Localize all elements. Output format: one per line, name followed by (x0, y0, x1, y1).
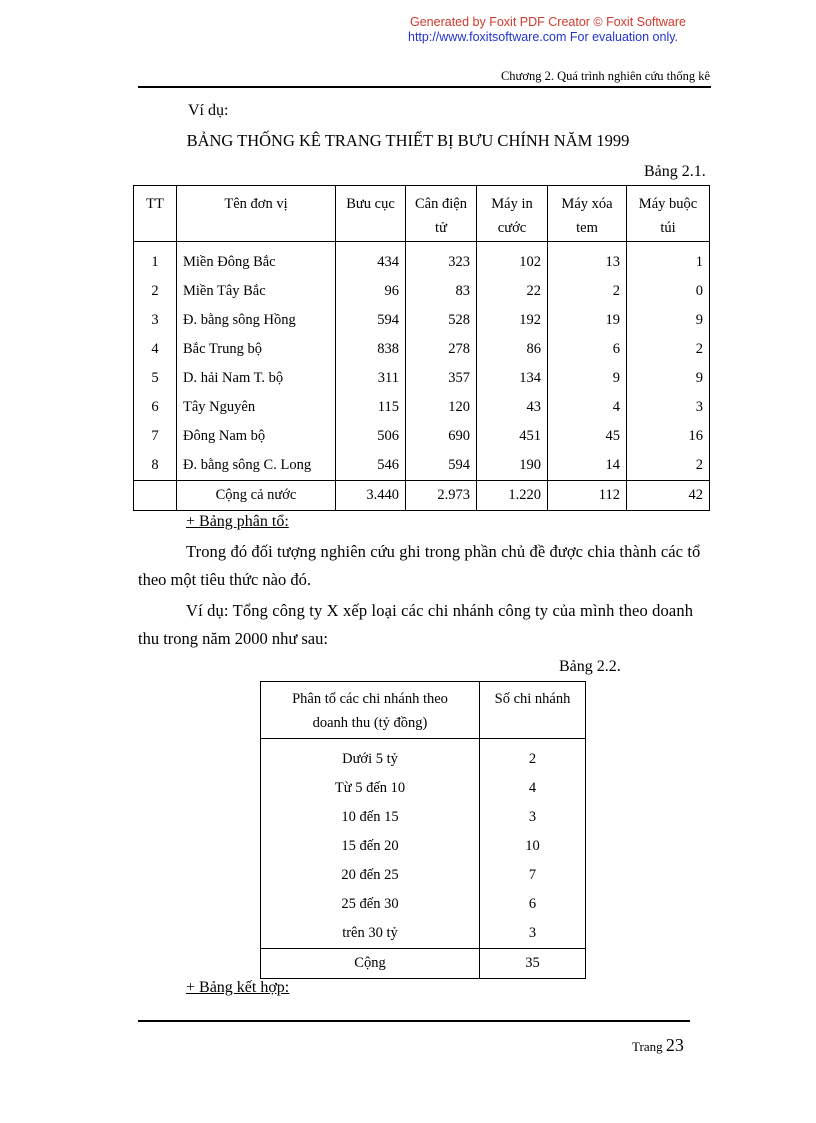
col-header-stamp-eraser: Máy xóa tem (548, 186, 627, 242)
cell-value: 594 (406, 451, 477, 481)
cell-value: 2 (548, 277, 627, 306)
cell-value: 120 (406, 393, 477, 422)
cell-value: 1 (627, 242, 710, 278)
col-header-unit: Tên đơn vị (177, 186, 336, 242)
col-header-scale: Cân điện tử (406, 186, 477, 242)
col-header-bag-tier: Máy buộc túi (627, 186, 710, 242)
cell-value: 22 (477, 277, 548, 306)
paragraph-line: Ví dụ: Tổng công ty X xếp loại các chi nhánh công ty của mình theo doanh (186, 601, 694, 620)
cell-tt: 1 (134, 242, 177, 278)
cell-value: 190 (477, 451, 548, 481)
footer-rule (138, 1020, 690, 1022)
page-number-value: 23 (665, 1035, 684, 1055)
total-value: 42 (627, 481, 710, 511)
cell-value: 115 (336, 393, 406, 422)
total-label: Cộng (261, 949, 480, 979)
col-header-tt: TT (134, 186, 177, 242)
col-header-post-office: Bưu cục (336, 186, 406, 242)
paragraph-line: theo một tiêu thức nào đó. (138, 570, 311, 589)
cell-value: 278 (406, 335, 477, 364)
cell-value: 45 (548, 422, 627, 451)
cell-tt: 5 (134, 364, 177, 393)
cell-value: 594 (336, 306, 406, 335)
cell-group: 25 đến 30 (261, 890, 480, 919)
cell-count: 4 (480, 774, 586, 803)
cell-count: 3 (480, 803, 586, 832)
table1-caption: Bảng 2.1. (644, 163, 706, 180)
table1-title: BẢNG THỐNG KÊ TRANG THIẾT BỊ BƯU CHÍNH NĂM 1999 (186, 131, 630, 150)
cell-value: 528 (406, 306, 477, 335)
cell-value: 6 (548, 335, 627, 364)
table-row (261, 774, 586, 803)
watermark-line-2: http://www.foxitsoftware.com For evaluation only. (408, 30, 679, 44)
total-value: 1.220 (477, 481, 548, 511)
cell-value: 43 (477, 393, 548, 422)
cell-group: 10 đến 15 (261, 803, 480, 832)
watermark-line-1: Generated by Foxit PDF Creator © Foxit Software (410, 15, 686, 29)
chapter-header: Chương 2. Quá trình nghiên cứu thống kê (500, 69, 710, 83)
table-row (261, 832, 586, 861)
cell-unit: D. hải Nam T. bộ (177, 364, 336, 393)
cell-value: 0 (627, 277, 710, 306)
cell-value: 13 (548, 242, 627, 278)
total-value: 35 (480, 949, 586, 979)
cell-tt: 6 (134, 393, 177, 422)
table-row (261, 861, 586, 890)
cell-value: 16 (627, 422, 710, 451)
cell-value: 311 (336, 364, 406, 393)
cell-unit: Miền Tây Bắc (177, 277, 336, 306)
page-number (632, 1035, 684, 1056)
col-header-group-line-2: doanh thu (tỷ đồng) (312, 715, 428, 731)
cell-value: 4 (548, 393, 627, 422)
cell-value: 690 (406, 422, 477, 451)
cell-value: 9 (627, 306, 710, 335)
equipment-table (133, 185, 710, 511)
cell-count: 6 (480, 890, 586, 919)
cell-group: Dưới 5 tỷ (261, 739, 480, 775)
col-header-group (261, 682, 480, 739)
cell-group: trên 30 tỷ (261, 919, 480, 949)
cell-value: 3 (627, 393, 710, 422)
table-header-row (261, 682, 586, 739)
cell-value: 83 (406, 277, 477, 306)
cell-tt (134, 481, 177, 511)
cell-value: 434 (336, 242, 406, 278)
table-row (134, 422, 710, 451)
cell-value: 86 (477, 335, 548, 364)
cell-group: 15 đến 20 (261, 832, 480, 861)
cell-tt: 7 (134, 422, 177, 451)
total-value: 2.973 (406, 481, 477, 511)
cell-value: 9 (627, 364, 710, 393)
cell-tt: 3 (134, 306, 177, 335)
cell-value: 357 (406, 364, 477, 393)
col-header-group-line-1: Phân tổ các chi nhánh theo (292, 691, 448, 707)
paragraph-line: Trong đó đối tượng nghiên cứu ghi trong phần chủ đề được chia thành các tổ (186, 542, 701, 561)
cell-tt: 2 (134, 277, 177, 306)
cell-value: 134 (477, 364, 548, 393)
cell-value: 323 (406, 242, 477, 278)
table-row (134, 242, 710, 278)
table-row (134, 364, 710, 393)
cell-tt: 8 (134, 451, 177, 481)
cell-value: 546 (336, 451, 406, 481)
total-label: Cộng cả nước (177, 481, 336, 511)
table-total-row (261, 949, 586, 979)
cell-unit: Đông Nam bộ (177, 422, 336, 451)
table-row (134, 306, 710, 335)
cell-count: 7 (480, 861, 586, 890)
cell-unit: Miền Đông Bắc (177, 242, 336, 278)
table-row (134, 393, 710, 422)
total-value: 3.440 (336, 481, 406, 511)
cell-value: 192 (477, 306, 548, 335)
cell-count: 3 (480, 919, 586, 949)
cell-unit: Bắc Trung bộ (177, 335, 336, 364)
cell-value: 19 (548, 306, 627, 335)
example-label: Ví dụ: (188, 102, 229, 119)
table-header-row (134, 186, 710, 242)
table-row (134, 277, 710, 306)
total-value: 112 (548, 481, 627, 511)
cell-count: 2 (480, 739, 586, 775)
cell-tt: 4 (134, 335, 177, 364)
table-row (261, 803, 586, 832)
cell-value: 96 (336, 277, 406, 306)
table-row (261, 739, 586, 775)
cell-value: 506 (336, 422, 406, 451)
cell-value: 102 (477, 242, 548, 278)
branch-grouping-table (260, 681, 586, 979)
cell-value: 14 (548, 451, 627, 481)
paragraph-line: thu trong năm 2000 như sau: (138, 629, 328, 648)
col-header-printer: Máy in cước (477, 186, 548, 242)
cell-count: 10 (480, 832, 586, 861)
cell-unit: Tây Nguyên (177, 393, 336, 422)
table-row (261, 890, 586, 919)
cell-value: 451 (477, 422, 548, 451)
page-label: Trang (632, 1039, 663, 1054)
cell-group: Từ 5 đến 10 (261, 774, 480, 803)
header-rule (138, 86, 711, 88)
section-heading-grouped-table: + Bảng phân tổ: (186, 513, 289, 530)
cell-unit: Đ. bằng sông C. Long (177, 451, 336, 481)
cell-value: 9 (548, 364, 627, 393)
cell-group: 20 đến 25 (261, 861, 480, 890)
cell-value: 838 (336, 335, 406, 364)
col-header-count: Số chi nhánh (480, 682, 586, 739)
table-total-row (134, 481, 710, 511)
table-row (134, 451, 710, 481)
table-row (261, 919, 586, 949)
section-heading-combined-table: + Bảng kết hợp: (186, 979, 290, 996)
cell-value: 2 (627, 451, 710, 481)
table2-caption: Bảng 2.2. (559, 658, 621, 675)
table-row (134, 335, 710, 364)
cell-unit: Đ. bằng sông Hồng (177, 306, 336, 335)
foxit-watermark (408, 15, 708, 45)
cell-value: 2 (627, 335, 710, 364)
